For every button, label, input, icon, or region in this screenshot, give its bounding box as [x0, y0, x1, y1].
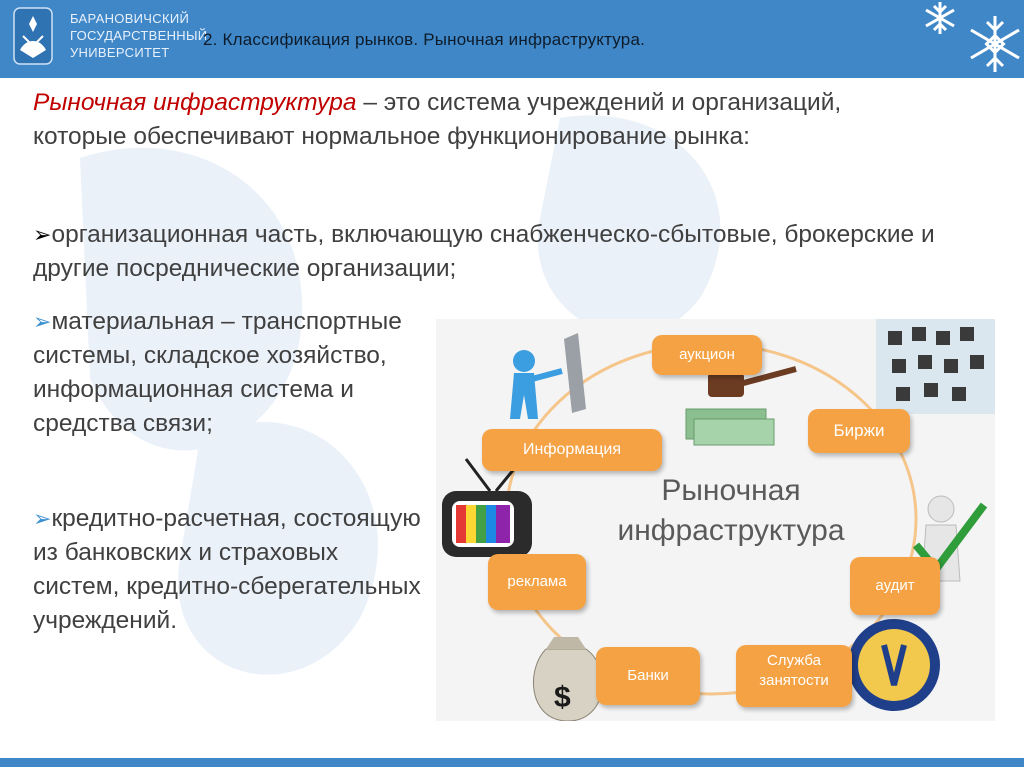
- slide-title: 2. Классификация рынков. Рыночная инфраструктура.: [203, 30, 646, 49]
- dollar-sign: $: [554, 681, 571, 714]
- logo-line-3: УНИВЕРСИТЕТ: [70, 45, 170, 60]
- term-market-infrastructure: Рыночная инфраструктура: [33, 89, 357, 116]
- definition-paragraph: [33, 86, 933, 154]
- box-employment-line-2: занятости: [759, 672, 829, 689]
- gavel-icon: [686, 369, 796, 445]
- bullet-text: организационная часть, включающую снабженческо-сбытовые, брокерские и другие посреднические организации;: [33, 221, 935, 282]
- arrow-bullet-icon: ➢: [33, 222, 52, 247]
- center-title-line-2: инфраструктура: [617, 514, 845, 547]
- box-auction: аукцион: [652, 335, 762, 375]
- box-banks: Банки: [596, 647, 700, 705]
- box-audit: аудит: [850, 557, 940, 615]
- person-figure-icon: [510, 333, 586, 419]
- box-exchanges: Биржи: [808, 409, 910, 453]
- logo-line-2: ГОСУДАРСТВЕННЫЙ: [70, 28, 208, 43]
- bullet-material: [33, 305, 423, 441]
- bullet-text: материальная – транспортные системы, складское хозяйство, информационная система и средства связи;: [33, 308, 402, 437]
- arrow-bullet-icon: ➢: [33, 309, 52, 334]
- box-employment-service: [736, 645, 852, 707]
- box-advertising: реклама: [488, 554, 586, 610]
- snowflake-ornament-icon: [910, 0, 970, 40]
- bullet-text: кредитно-расчетная, состоящую из банковских и страховых систем, кредитно-сберегательных учреждений.: [33, 505, 421, 634]
- snowflake-ornament-icon-2: [965, 12, 1024, 76]
- center-title-line-1: Рыночная: [661, 474, 801, 507]
- bullet-organizational: [33, 218, 993, 286]
- definition-text: – это система учреждений и организаций, которые обеспечивают нормальное функционирование рынка:: [33, 89, 842, 150]
- server-grid-icon: [876, 319, 995, 414]
- bottom-accent-bar: [0, 758, 1024, 767]
- illustration-center-title: [581, 471, 881, 551]
- university-emblem-icon: [10, 6, 56, 66]
- header-bar: [0, 0, 1024, 78]
- employment-service-emblem-icon: [848, 619, 940, 711]
- market-infrastructure-illustration: [436, 319, 995, 721]
- tv-icon: [442, 459, 532, 557]
- box-employment-line-1: Служба: [766, 652, 822, 669]
- box-information: Информация: [482, 429, 662, 471]
- logo-line-1: БАРАНОВИЧСКИЙ: [70, 11, 190, 26]
- university-logo: [10, 6, 208, 68]
- arrow-bullet-icon: ➢: [33, 506, 52, 531]
- university-name: [70, 10, 207, 61]
- bullet-credit: [33, 502, 423, 638]
